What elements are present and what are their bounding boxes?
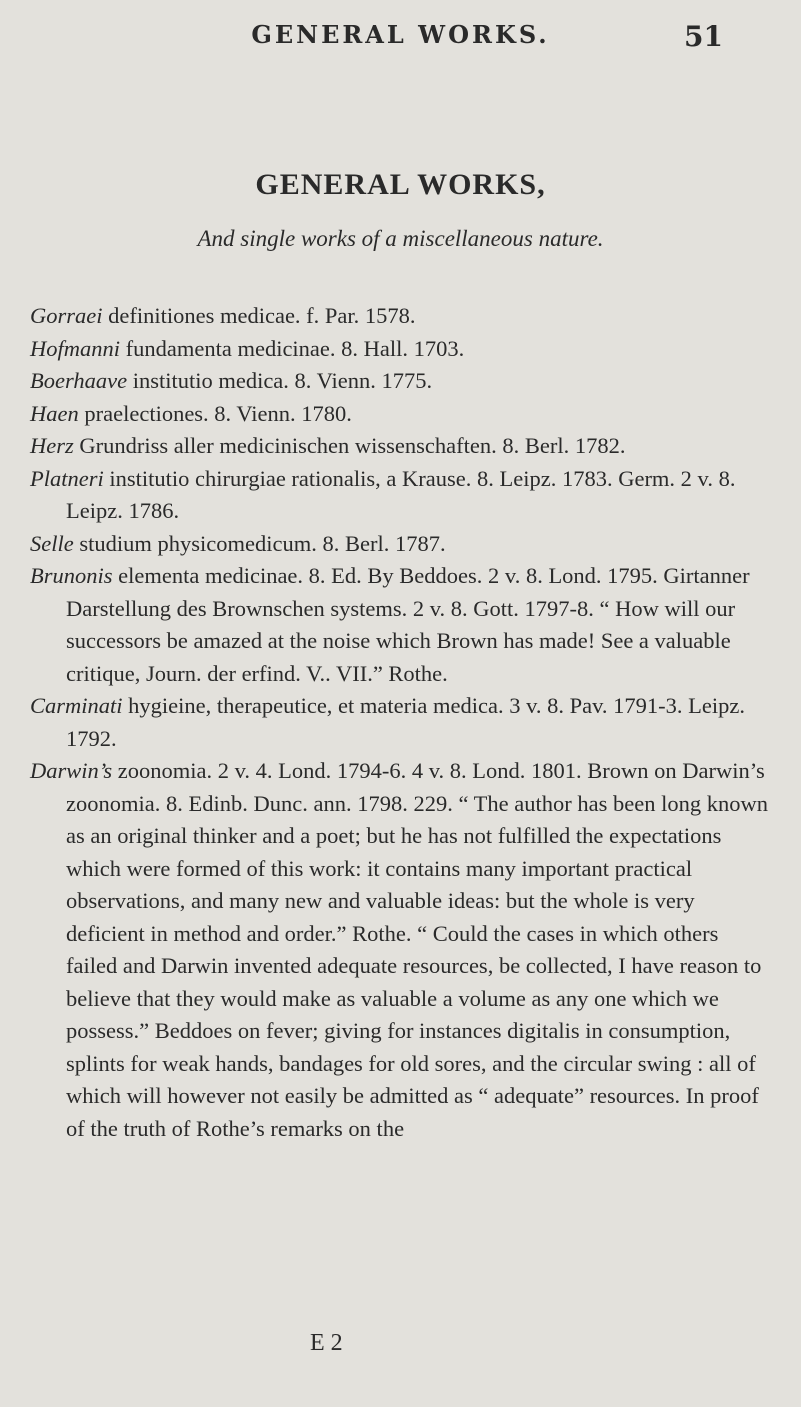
page-number: 51 bbox=[684, 20, 723, 53]
entry-text: institutio medica. 8. Vienn. 1775. bbox=[127, 368, 433, 393]
bibliography-entry bbox=[30, 690, 770, 755]
running-head bbox=[0, 20, 801, 53]
bibliography-entry bbox=[30, 300, 770, 333]
entry-text: zoonomia. 2 v. 4. Lond. 1794-6. 4 v. 8. Lond. 1801. Brown on Darwin’s zoonomia. 8. Edinb. Dunc. ann. 1798. 229. “ The author has been long known as an original thinker and a poet; but he has not fulfilled the expectations which were formed of this work: it contains many important practical observations, and many new and valuable ideas: but the whole is very deficient in method and order.” Rothe. “ Could the cases in which others failed and Darwin invented adequate resources, be collected, I have reason to believe that they would make as valuable a volume as any one which we possess.” Beddoes on fever; giving for instances digitalis in consumption, splints for weak hands, bandages for old sores, and the circular swing : all of which will however not easily be admitted as “ adequate” resources. In proof of the truth of Rothe’s remarks on the bbox=[66, 758, 768, 1141]
bibliography-entry bbox=[30, 463, 770, 528]
bibliography-entry bbox=[30, 430, 770, 463]
signature-mark: E 2 bbox=[310, 1330, 343, 1356]
entry-author: Boerhaave bbox=[30, 368, 128, 393]
bibliography-entry bbox=[30, 333, 770, 366]
entry-text: studium physicomedicum. 8. Berl. 1787. bbox=[73, 530, 446, 556]
entry-author: Selle bbox=[30, 530, 74, 556]
entry-text: Grundriss aller medicinischen wissenschaften. 8. Berl. 1782. bbox=[73, 433, 626, 458]
entry-text: fundamenta medicinae. 8. Hall. 1703. bbox=[120, 335, 465, 361]
entry-author: Carminati bbox=[30, 693, 123, 718]
entry-text: elementa medicinae. 8. Ed. By Beddoes. 2 v. 8. Lond. 1795. Girtanner Darstellung des Brownschen systems. 2 v. 8. Gott. 1797-8. “ How will our successors be amazed at the noise which Brown has made! See a valuable critique, Journ. der erfind. V.. VII.” Rothe. bbox=[66, 563, 750, 686]
entry-text: institutio chirurgiae rationalis, a Krause. 8. Leipz. 1783. Germ. 2 v. 8. Leipz. 1786. bbox=[66, 465, 736, 523]
section-title: GENERAL WORKS, bbox=[255, 168, 546, 201]
bibliography-entry bbox=[30, 528, 770, 561]
entry-text: praelectiones. 8. Vienn. 1780. bbox=[78, 400, 352, 426]
bibliography-entry bbox=[30, 365, 770, 398]
bibliography-entry bbox=[30, 560, 770, 690]
section-subtitle: And single works of a miscellaneous nature. bbox=[197, 226, 604, 251]
running-title: GENERAL WORKS. bbox=[251, 20, 550, 49]
bibliography-entry bbox=[30, 755, 770, 1145]
entry-author: Herz bbox=[30, 433, 74, 458]
entry-author: Brunonis bbox=[30, 563, 113, 588]
entry-text: definitiones medicae. f. Par. 1578. bbox=[102, 303, 416, 328]
entry-author: Hofmanni bbox=[30, 335, 120, 361]
entry-author: Darwin’s bbox=[30, 758, 113, 783]
entry-text: hygieine, therapeutice, et materia medica. 3 v. 8. Pav. 1791-3. Leipz. 1792. bbox=[66, 693, 746, 751]
entry-author: Gorraei bbox=[30, 303, 103, 328]
entry-author: Platneri bbox=[30, 465, 104, 491]
bibliography-list bbox=[30, 300, 770, 1145]
bibliography-entry bbox=[30, 398, 770, 431]
entry-author: Haen bbox=[30, 400, 79, 426]
